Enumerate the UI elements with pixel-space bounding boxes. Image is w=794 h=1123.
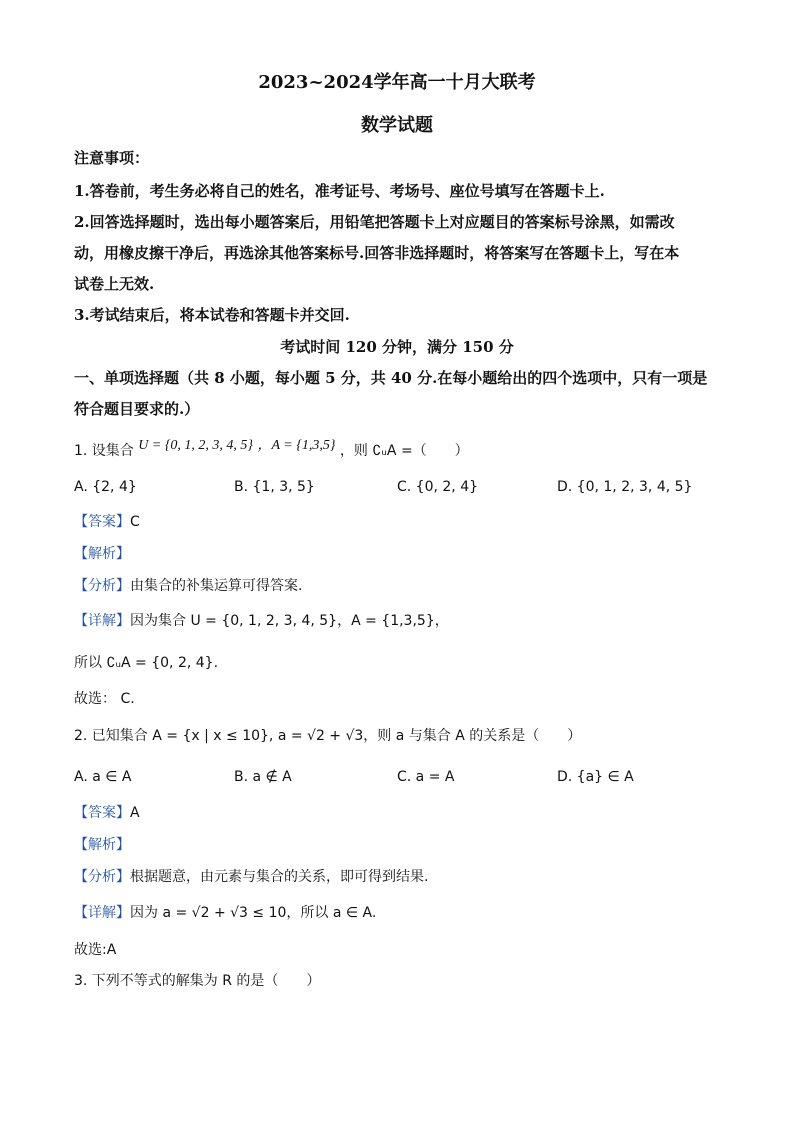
fenxi-tag: 【分析】 [74, 869, 130, 885]
q3-stem: 3. 下列不等式的解集为 R 的是（ ） [74, 973, 321, 989]
answer-tag: 【答案】 [74, 805, 130, 821]
q2-stem: 2. 已知集合 A = {x | x ≤ 10}, a = √2 + √3，则 a 与集合 A 的关系是（ ） [74, 728, 582, 744]
q2-answer-value: A [130, 805, 140, 821]
q2-answer [74, 806, 140, 820]
q1-stem-u: U = {0, 1, 2, 3, 4, 5} [138, 438, 254, 453]
q1-stem-a: ，A = {1,3,5} [257, 438, 336, 453]
q1-xiangjie [74, 614, 449, 628]
notice-item-3: 3.考试结束后，将本试卷和答题卡并交回. [74, 306, 350, 324]
q1-analysis-tag: 【解析】 [74, 546, 130, 562]
xiangjie-tag: 【详解】 [74, 613, 130, 629]
exam-info: 考试时间 120 分钟，满分 150 分 [280, 338, 514, 356]
q1-xiangjie-text: 因为集合 U = {0, 1, 2, 3, 4, 5}，A = {1,3,5}， [130, 613, 449, 629]
q2-analysis-tag: 【解析】 [74, 837, 130, 853]
exam-title: 2023~2024学年高一十月大联考 [258, 72, 536, 93]
q2-option-b: B. a ∉ A [234, 769, 292, 785]
notice-item-1: 1.答卷前，考生务必将自己的姓名，准考证号、考场号、座位号填写在答题卡上. [74, 182, 605, 200]
q1-stem-prefix: 1. 设集合 [74, 443, 134, 459]
q1-stem [74, 438, 469, 459]
q1-fenxi [74, 579, 302, 593]
q1-option-a: A. {2, 4} [74, 479, 137, 495]
q2-fenxi [74, 870, 428, 884]
q2-xiangjie [74, 906, 376, 920]
exam-subtitle: 数学试题 [361, 115, 433, 136]
section-heading-cont: 符合题目要求的.） [74, 400, 200, 418]
q1-solution-line: 所以 ∁ᵤA = {0, 2, 4}. [74, 655, 219, 671]
q1-stem-suffix: ，则 ∁ᵤA =（ ） [339, 443, 469, 459]
notice-item-2: 2.回答选择题时，选出每小题答案后，用铅笔把答题卡上对应题目的答案标号涂黑，如需改 [74, 213, 675, 231]
section-heading: 一、单项选择题（共 8 小题，每小题 5 分，共 40 分.在每小题给出的四个选项中，只有一项是 [74, 369, 708, 387]
q2-option-a: A. a ∈ A [74, 769, 132, 785]
notice-item-2-cont: 动，用橡皮擦干净后，再选涂其他答案标号.回答非选择题时，将答案写在答题卡上，写在本 [74, 244, 680, 262]
xiangjie-tag: 【详解】 [74, 905, 130, 921]
notice-heading: 注意事项： [74, 149, 150, 167]
fenxi-tag: 【分析】 [74, 578, 130, 594]
q2-xiangjie-text: 因为 a = √2 + √3 ≤ 10，所以 a ∈ A. [130, 905, 377, 921]
q2-fenxi-text: 根据题意，由元素与集合的关系，即可得到结果. [130, 869, 429, 885]
q1-option-b: B. {1, 3, 5} [234, 479, 315, 495]
q2-conclusion: 故选:A [74, 942, 117, 958]
q1-answer [74, 515, 140, 529]
q1-answer-value: C [130, 514, 140, 530]
q1-option-d: D. {0, 1, 2, 3, 4, 5} [557, 479, 693, 495]
q2-option-c: C. a = A [397, 769, 455, 785]
q1-conclusion: 故选： C. [74, 691, 135, 707]
q2-option-d: D. {a} ∈ A [557, 769, 634, 785]
q1-fenxi-text: 由集合的补集运算可得答案. [130, 578, 303, 594]
q1-option-c: C. {0, 2, 4} [397, 479, 479, 495]
notice-item-2-end: 试卷上无效. [74, 275, 155, 293]
answer-tag: 【答案】 [74, 514, 130, 530]
